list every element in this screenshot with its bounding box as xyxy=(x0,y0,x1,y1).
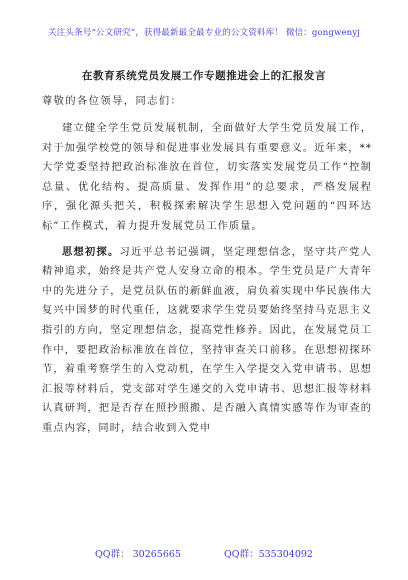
footer xyxy=(0,546,408,560)
salutation: 尊敬的各位领导，同志们： xyxy=(42,96,183,107)
qq-group-2: QQ群：535304092 xyxy=(224,549,313,560)
document-body xyxy=(42,92,372,439)
paragraph-intro: 建立健全学生党员发展机制，全面做好大学生党员发展工作，对于加强学校党的领导和促进事业发展具有重要意义。近年来，**大学党委坚持把政治标准放在首位，切实落实发展党员工作“控制总量、优化结构、提高质量、发挥作用”的总要求，严格发展程序，强化源头把关，积极探索解决学生思想入党问题的“四环达标”工作模式，着力提升发展党员工作质量。 xyxy=(42,123,372,232)
paragraph-section-1 xyxy=(42,243,372,439)
section-text: 习近平总书记强调，坚定理想信念，坚守共产党人精神追求，始终是共产党人安身立命的根本。学生党员是广大青年中的先进分子，是党员队伍的新鲜血液，肩负着实现中华民族伟大复兴中国梦的时代重任，这就要求学生党员要始终坚持马克思主义指引的方向，坚定理想信念，提高党性修养。因此，在发展党员工作中，要把政治标准放在首位，坚持审查关口前移。在思想初探环节，着重考察学生的入党动机，在学生入学提交入党申请书、思想汇报等材料后，党支部对学生递交的入党申请书、思想汇报等材料认真研判，把是否存在照抄照搬、是否融入真情实感等作为审查的重点内容，同时，结合收到入党申 xyxy=(42,246,373,434)
top-banner: 关注头条号“公文研究”，获得最新最全最专业的公文资料库！ 微信：gongwenyj xyxy=(47,28,361,38)
document-title: 在教育系统党员发展工作专题推进会上的汇报发言 xyxy=(81,70,327,82)
qq-group-1: QQ群： 30265665 xyxy=(95,549,181,560)
section-heading: 思想初探。 xyxy=(62,245,120,258)
